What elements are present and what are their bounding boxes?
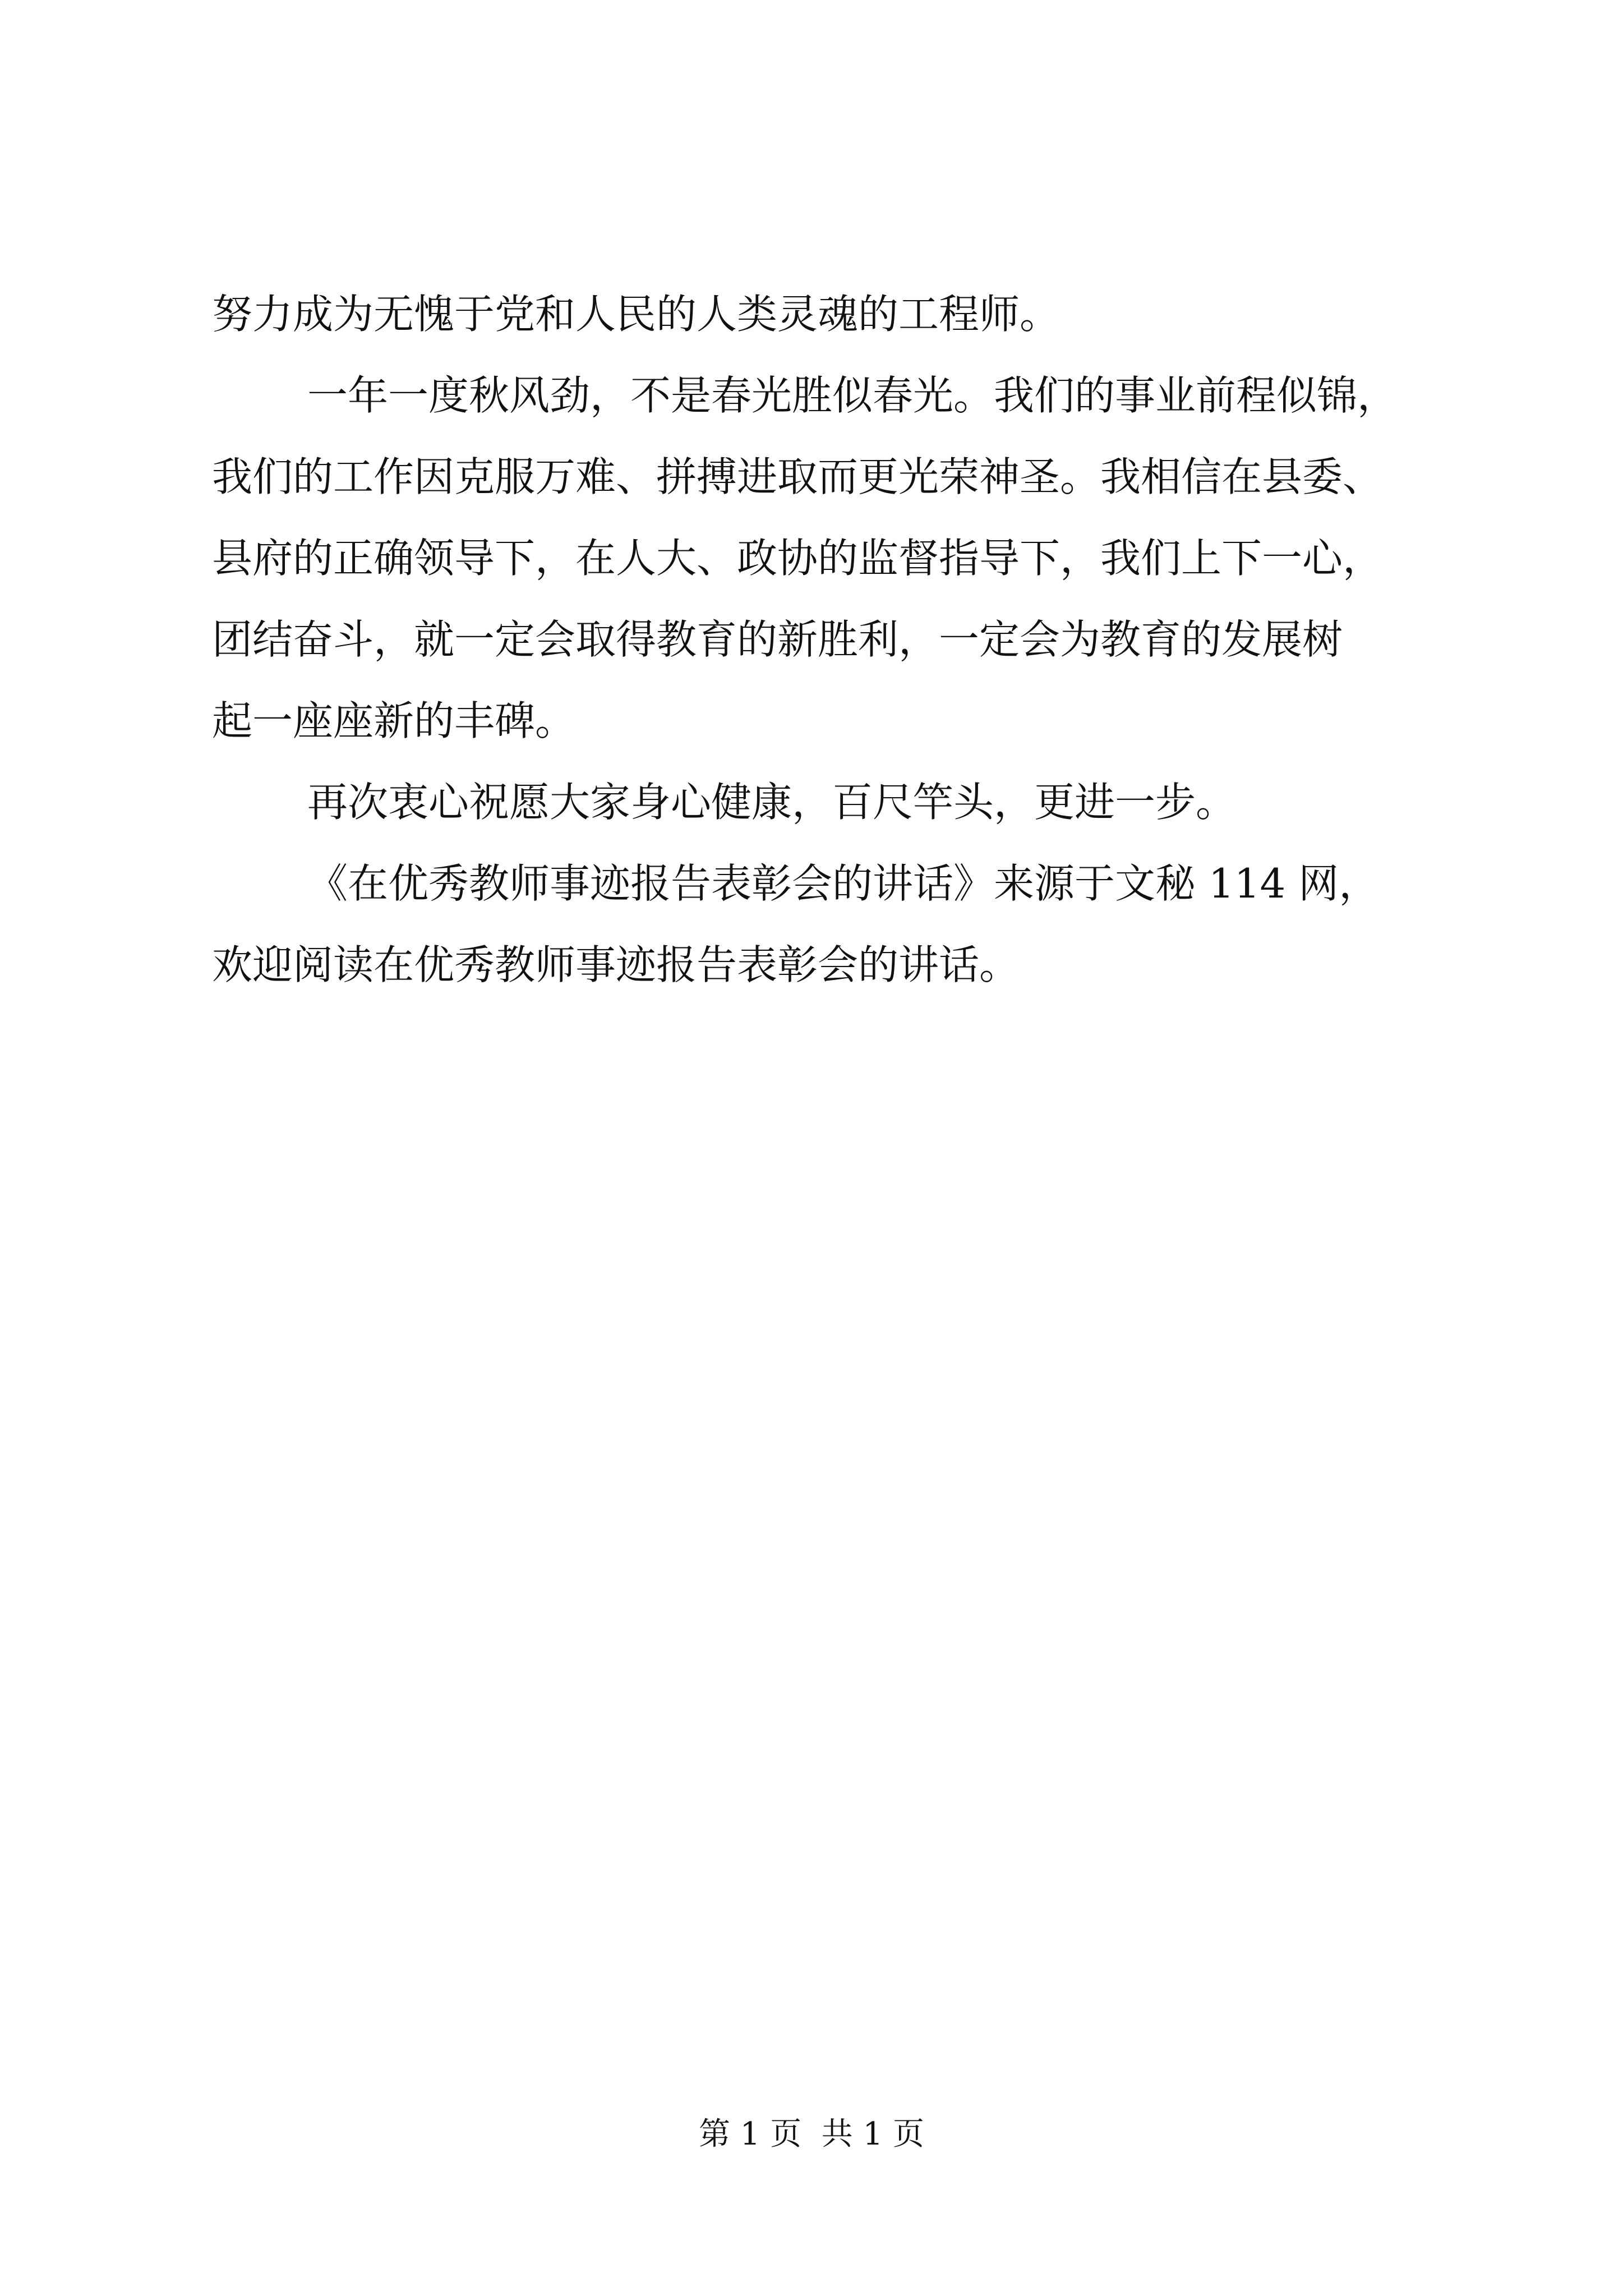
paragraph-line: 一年一度秋风劲，不是春光胜似春光。我们的事业前程似锦， xyxy=(307,372,1398,419)
page-number-footer: 第 1 页 共 1 页 xyxy=(698,2116,925,2152)
paragraph-line: 起一座座新的丰碑。 xyxy=(212,697,576,744)
paragraph-line: 努力成为无愧于党和人民的人类灵魂的工程师。 xyxy=(212,291,1061,338)
paragraph-line: 欢迎阅读在优秀教师事迹报告表彰会的讲话。 xyxy=(212,941,1020,988)
paragraph-line: 县府的正确领导下，在人大、政协的监督指导下，我们上下一心， xyxy=(212,535,1384,582)
paragraph-line: 我们的工作因克服万难、拼搏进取而更光荣神圣。我相信在县委、 xyxy=(212,453,1384,500)
paragraph-line: 《在优秀教师事迹报告表彰会的讲话》来源于文秘 114 网， xyxy=(307,860,1380,907)
paragraph-line: 团结奋斗，就一定会取得教育的新胜利，一定会为教育的发展树 xyxy=(212,616,1343,663)
paragraph-line: 再次衷心祝愿大家身心健康，百尺竿头，更进一步。 xyxy=(307,779,1237,826)
